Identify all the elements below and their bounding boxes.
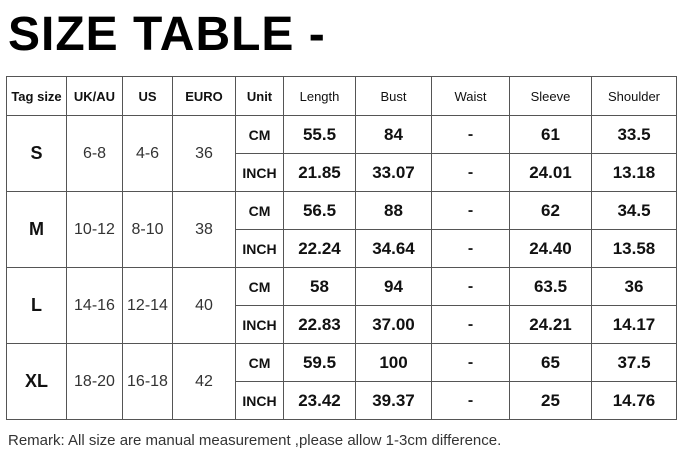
header-waist: Waist: [432, 77, 510, 116]
length-cell: 22.83: [284, 306, 356, 344]
waist-cell: -: [432, 154, 510, 192]
shoulder-cell: 37.5: [592, 344, 677, 382]
us-cell: 4-6: [123, 116, 173, 192]
sleeve-cell: 24.01: [510, 154, 592, 192]
uk-au-cell: 6-8: [67, 116, 123, 192]
size-table: [6, 76, 677, 420]
uk-au-cell: 14-16: [67, 268, 123, 344]
waist-cell: -: [432, 116, 510, 154]
bust-cell: 37.00: [356, 306, 432, 344]
header-bust: Bust: [356, 77, 432, 116]
us-cell: 12-14: [123, 268, 173, 344]
unit-cell: INCH: [236, 154, 284, 192]
shoulder-cell: 34.5: [592, 192, 677, 230]
header-length: Length: [284, 77, 356, 116]
length-cell: 56.5: [284, 192, 356, 230]
shoulder-cell: 14.17: [592, 306, 677, 344]
waist-cell: -: [432, 230, 510, 268]
header-us: US: [123, 77, 173, 116]
shoulder-cell: 36: [592, 268, 677, 306]
waist-cell: -: [432, 344, 510, 382]
unit-cell: CM: [236, 268, 284, 306]
sleeve-cell: 24.21: [510, 306, 592, 344]
shoulder-cell: 13.18: [592, 154, 677, 192]
uk-au-cell: 10-12: [67, 192, 123, 268]
sleeve-cell: 61: [510, 116, 592, 154]
bust-cell: 34.64: [356, 230, 432, 268]
table-row-s-cm: [7, 116, 677, 154]
unit-cell: CM: [236, 116, 284, 154]
table-row-l-cm: [7, 268, 677, 306]
length-cell: 23.42: [284, 382, 356, 420]
bust-cell: 33.07: [356, 154, 432, 192]
shoulder-cell: 33.5: [592, 116, 677, 154]
waist-cell: -: [432, 306, 510, 344]
bust-cell: 39.37: [356, 382, 432, 420]
header-row: [7, 77, 677, 116]
header-uk-au: UK/AU: [67, 77, 123, 116]
euro-cell: 36: [173, 116, 236, 192]
sleeve-cell: 25: [510, 382, 592, 420]
length-cell: 55.5: [284, 116, 356, 154]
unit-cell: CM: [236, 344, 284, 382]
header-sleeve: Sleeve: [510, 77, 592, 116]
euro-cell: 38: [173, 192, 236, 268]
uk-au-cell: 18-20: [67, 344, 123, 420]
sleeve-cell: 65: [510, 344, 592, 382]
shoulder-cell: 13.58: [592, 230, 677, 268]
bust-cell: 84: [356, 116, 432, 154]
unit-cell: INCH: [236, 230, 284, 268]
sleeve-cell: 63.5: [510, 268, 592, 306]
remark-text: Remark: All size are manual measurement ,please allow 1-3cm difference.: [8, 432, 502, 449]
bust-cell: 100: [356, 344, 432, 382]
length-cell: 58: [284, 268, 356, 306]
unit-cell: INCH: [236, 306, 284, 344]
table-row-xl-cm: [7, 344, 677, 382]
length-cell: 22.24: [284, 230, 356, 268]
header-tag-size: Tag size: [7, 77, 67, 116]
waist-cell: -: [432, 268, 510, 306]
us-cell: 8-10: [123, 192, 173, 268]
header-unit: Unit: [236, 77, 284, 116]
tag-size-cell: L: [7, 268, 67, 344]
euro-cell: 40: [173, 268, 236, 344]
tag-size-cell: S: [7, 116, 67, 192]
table-row-m-cm: [7, 192, 677, 230]
length-cell: 59.5: [284, 344, 356, 382]
page-title: SIZE TABLE -: [8, 8, 326, 61]
tag-size-cell: XL: [7, 344, 67, 420]
bust-cell: 88: [356, 192, 432, 230]
waist-cell: -: [432, 382, 510, 420]
header-euro: EURO: [173, 77, 236, 116]
length-cell: 21.85: [284, 154, 356, 192]
unit-cell: INCH: [236, 382, 284, 420]
bust-cell: 94: [356, 268, 432, 306]
sleeve-cell: 62: [510, 192, 592, 230]
sleeve-cell: 24.40: [510, 230, 592, 268]
tag-size-cell: M: [7, 192, 67, 268]
euro-cell: 42: [173, 344, 236, 420]
shoulder-cell: 14.76: [592, 382, 677, 420]
waist-cell: -: [432, 192, 510, 230]
us-cell: 16-18: [123, 344, 173, 420]
unit-cell: CM: [236, 192, 284, 230]
header-shoulder: Shoulder: [592, 77, 677, 116]
